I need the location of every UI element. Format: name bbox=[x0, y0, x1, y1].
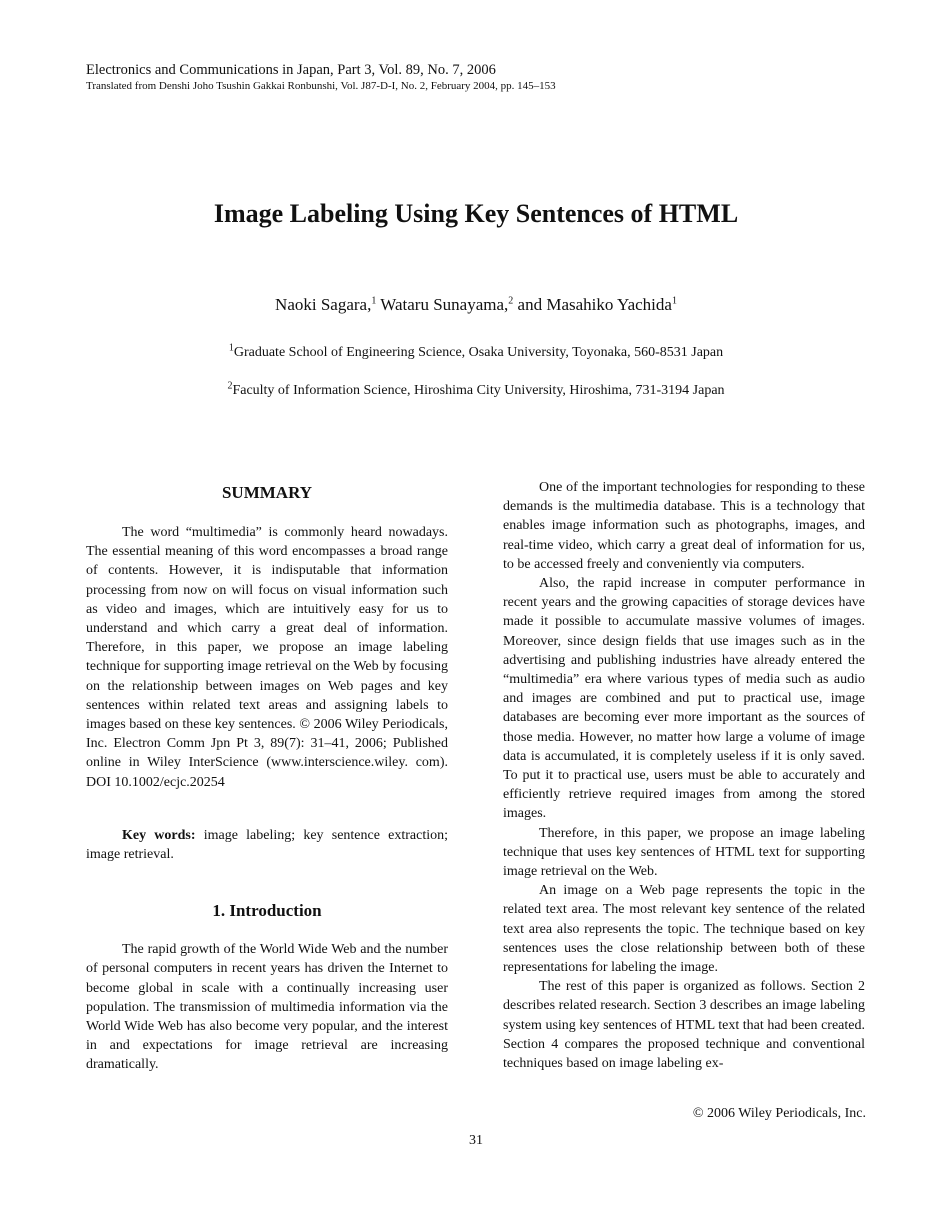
author-affiliation-marker: 1 bbox=[371, 295, 377, 307]
author-name: Naoki Sagara, bbox=[275, 295, 372, 314]
author-affiliation-marker: 1 bbox=[671, 295, 677, 307]
right-column bbox=[503, 478, 865, 1073]
introduction-heading: 1. Introduction bbox=[212, 901, 322, 921]
author-name: and Masahiko Yachida bbox=[513, 295, 672, 314]
keywords-label: Key words: bbox=[122, 827, 196, 843]
affiliation-text: Graduate School of Engineering Science, Osaka University, Toyonaka, 560-8531 Japan bbox=[233, 345, 724, 360]
intro-paragraph: The rapid growth of the World Wide Web and the number of personal computers in recent years has driven the Internet to become global in scale with a continually increasing user population. The transmission of multimedia information via the World Wide Web has also become very popular, and the interest in and expectations for image retrieval are increasing dramatically. bbox=[86, 942, 448, 1073]
intro-paragraph: An image on a Web page represents the topic in the related text area. The most relevant key sentence of the related text area also represents the topic. The technique based on key sentences uses the close relationship between both of these representations for labeling the image. bbox=[503, 883, 865, 976]
paper-title: Image Labeling Using Key Sentences of HTML bbox=[213, 199, 739, 228]
translation-note: Translated from Denshi Joho Tsushin Gakkai Ronbunshi, Vol. J87-D-I, No. 2, February 2004, pp. 145–153 bbox=[86, 80, 556, 92]
intro-paragraph: One of the important technologies for responding to these demands is the multimedia database. This is a technology that enables image information such as photographs, images, and real-time video, which carry a great deal of information for us, to be accessed freely and conveniently via computers. bbox=[503, 480, 865, 572]
left-column bbox=[86, 480, 448, 1075]
affiliation-marker: 1 bbox=[228, 342, 234, 354]
journal-citation: Electronics and Communications in Japan, Part 3, Vol. 89, No. 7, 2006 bbox=[86, 62, 496, 78]
intro-paragraph: Therefore, in this paper, we propose an image labeling technique that uses key sentences of HTML text for supporting image retrieval on the Web. bbox=[503, 825, 865, 880]
affiliation-marker: 2 bbox=[227, 380, 233, 392]
author-name: Wataru Sunayama, bbox=[376, 295, 509, 314]
keywords-text: image labeling; key sentence extraction; image retrieval. bbox=[86, 827, 448, 863]
page-number: 31 bbox=[469, 1133, 483, 1148]
intro-paragraph: The rest of this paper is organized as follows. Section 2 describes related research. Section 3 describes an image labeling system using key sentences of HTML text that had been created. Section 4 compares the proposed technique and conventional techniques based on image labeling ex- bbox=[503, 979, 865, 1072]
affiliation-text: Faculty of Information Science, Hiroshima City University, Hiroshima, 731-3194 Japan bbox=[232, 383, 725, 398]
copyright-notice: © 2006 Wiley Periodicals, Inc. bbox=[692, 1106, 866, 1121]
summary-paragraph: The word “multimedia” is commonly heard nowadays. The essential meaning of this word encompasses a broad range of contents. However, it is indisputable that information processing from now on will focus on visual information such as video and images, which are intuitively easy for us to understand and which carry a great deal of information. Therefore, in this paper, we propose an image labeling technique for supporting image retrieval on the Web by focusing on the relationship between images on Web pages and key sentences within related text areas and assigning labels to images based on these key sentences. © 2006 Wiley Periodicals, Inc. Electron Comm Jpn Pt 3, 89(7): 31–41, 2006; Published online in Wiley InterScience (www.interscience.wiley. com). DOI 10.1002/ecjc.20254 bbox=[86, 525, 448, 790]
author-affiliation-marker: 2 bbox=[508, 295, 514, 307]
author-list bbox=[0, 294, 952, 316]
intro-paragraph: Also, the rapid increase in computer performance in recent years and the growing capacities of storage devices have made it possible to accumulate massive volumes of images. Moreover, since design fields that use images such as in the advertising and publishing industries have already entered the “multimedia” era where various types of media such as audio and images are combined and put to practical use, image databases are becoming ever more important as the sources of those media. However, no matter how large a volume of image data is accumulated, it is completely useless if it is only saved. To put it to practical use, users must be able to accurately and efficiently retrieve required images from among the stored images. bbox=[503, 576, 865, 822]
affiliation-2 bbox=[0, 382, 952, 400]
affiliation-1 bbox=[0, 344, 952, 362]
keywords-paragraph bbox=[86, 826, 448, 864]
summary-heading: SUMMARY bbox=[221, 483, 313, 502]
